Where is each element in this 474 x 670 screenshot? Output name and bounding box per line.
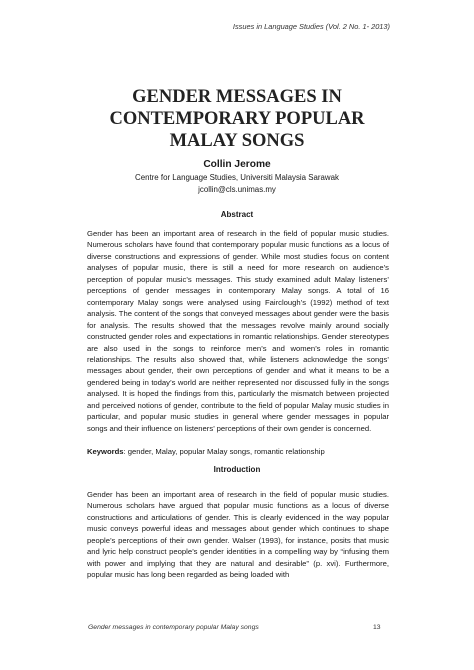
footer-running-title: Gender messages in contemporary popular Malay songs	[88, 624, 259, 631]
keywords-label: Keywords	[87, 447, 124, 456]
title-line-2: CONTEMPORARY POPULAR	[109, 109, 365, 129]
introduction-text: Gender has been an important area of research in the field of popular music studies. Numerous scholars have argued that popular music functions as a locus of diverse constructions and articulations of gender. This is clearly evidenced in the way popular music conveys powerful ideas and messages about gender which continues to shape people’s perceptions of their own gender. Walser (1993), for instance, posits that music and lyric help construct people’s gender identities in a compelling way by “infusing them with power and implying that they are natural and desirable” (p. xvi). Furthermore, popular music has long been regarded as being loaded with	[87, 490, 389, 580]
keywords-text: : gender, Malay, popular Malay songs, romantic relationship	[123, 447, 325, 456]
title-line-3: MALAY SONGS	[169, 131, 305, 151]
abstract-text: Gender has been an important area of research in the field of popular music studies. Numerous scholars have found that contemporary popular music functions as a locus of diverse constructions and expressions of gender. While most studies focus on content analyses of popular music, there is still a need for more research on audience’s perception of popular music’s messages. This study examined adult Malay listeners’ perceptions of gender messages in contemporary Malay songs. A total of 16 contemporary Malay songs were analysed using Fairclough’s (1992) method of text analysis. The content of the songs that conveyed messages about gender were the basis for analysis. The results showed that the messages revolve mainly around socially constructed gender roles and expectations in romantic relationships. Gender stereotypes are also used in the songs to reinforce men’s and women’s roles in romantic relationships. The results also showed that, while listeners acknowledge the songs’ messages about gender, their own perceptions of gender and what it means to be a gendered being in today’s world are neither represented nor discussed fully in the songs analysed. It is hoped the findings from this, particularly the mismatch between projected and perceived notions of gender, contribute to the field of popular Malay music studies in particular, and popular music studies in general where gender messages in popular songs and their influence on listeners’ perceptions of their own gender is concerned.	[87, 229, 389, 433]
introduction-heading: Introduction	[213, 465, 261, 474]
abstract-heading: Abstract	[220, 210, 254, 219]
author-affiliation: Centre for Language Studies, Universiti Malaysia Sarawak	[135, 173, 339, 182]
title-line-1: GENDER MESSAGES IN	[132, 87, 342, 107]
paper-title	[0, 86, 474, 152]
keywords	[87, 446, 389, 457]
page-number: 13	[373, 624, 381, 631]
running-head: Issues in Language Studies (Vol. 2 No. 1- 2013)	[232, 22, 390, 31]
author-block	[0, 157, 474, 195]
author-email: jcollin@cls.unimas.my	[198, 184, 276, 194]
author-name: Collin Jerome	[203, 159, 271, 170]
